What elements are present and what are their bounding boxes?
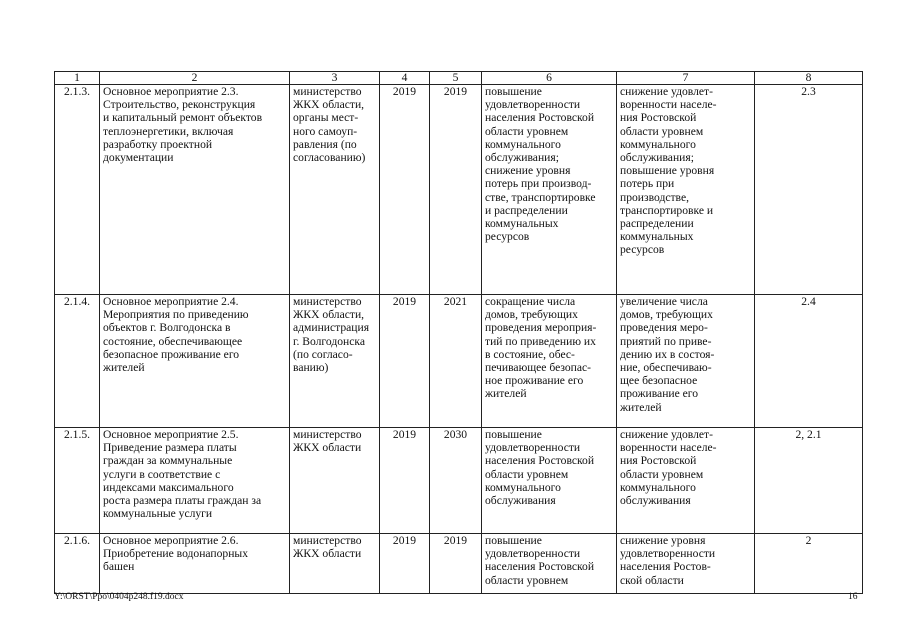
non-implementation-consequence [617, 295, 755, 428]
row-number: 2.1.3. [55, 85, 100, 295]
start-year: 2019 [380, 428, 430, 534]
end-year: 2019 [430, 534, 482, 594]
end-year: 2019 [430, 85, 482, 295]
header-col-1: 1 [55, 72, 100, 85]
executor-text: министерство ЖКХ области, органы мест- ного самоуп- равления (по согласованию) [293, 85, 366, 165]
expected-result-text: повышение удовлетворенности населения Ростовской области уровнем коммунального обслуживания [485, 428, 595, 508]
row-number: 2.1.4. [55, 295, 100, 428]
table-row [55, 85, 863, 295]
header-col-6: 6 [482, 72, 617, 85]
event-name [100, 534, 290, 594]
header-col-3: 3 [290, 72, 380, 85]
consequence-text: снижение удовлет- воренности населе- ния Ростовской области уровнем коммунального обслуживания [620, 428, 717, 508]
event-name [100, 295, 290, 428]
event-name-text: Основное мероприятие 2.6. Приобретение водонапорных башен [103, 534, 249, 574]
executor [290, 534, 380, 594]
executor-text: министерство ЖКХ области, администрация г. Волгодонска (по согласо- ванию) [293, 295, 370, 375]
header-col-7: 7 [617, 72, 755, 85]
non-implementation-consequence [617, 534, 755, 594]
header-col-4: 4 [380, 72, 430, 85]
consequence-text: снижение уровня удовлетворенности населения Ростов- ской области [620, 534, 716, 587]
non-implementation-consequence [617, 85, 755, 295]
event-name [100, 428, 290, 534]
expected-result [482, 85, 617, 295]
expected-result [482, 534, 617, 594]
executor [290, 428, 380, 534]
indicator-link: 2 [755, 534, 863, 594]
row-number: 2.1.6. [55, 534, 100, 594]
expected-result-text: повышение удовлетворенности населения Ростовской области уровнем [485, 534, 595, 587]
start-year: 2019 [380, 85, 430, 295]
consequence-text: увеличение числа домов, требующих проведения меро- приятий по приве- дению их в состоя- ние, обеспечиваю- щее безопасное проживание его жителей [620, 295, 715, 414]
event-name-text: Основное мероприятие 2.4. Мероприятия по приведению объектов г. Волгодонска в состояние, обеспечивающее безопасное проживание его жителей [103, 295, 249, 375]
consequence-text: снижение удовлет- воренности населе- ния Ростовской области уровнем коммунального обслуживания; повышение уровня потерь при производстве, транспортировке и распределении коммунальных ресурсов [620, 85, 717, 257]
expected-result [482, 428, 617, 534]
indicator-link: 2.4 [755, 295, 863, 428]
non-implementation-consequence [617, 428, 755, 534]
header-col-5: 5 [430, 72, 482, 85]
executor-text: министерство ЖКХ области [293, 428, 362, 455]
expected-result-text: повышение удовлетворенности населения Ростовской области уровнем коммунального обслуживания; снижение уровня потерь при производ- стве, транспортировке и распределении коммунальных ресурсов [485, 85, 596, 244]
footer-file-path: Y:\ORST\Ppo\0404p248.f19.docx [54, 592, 184, 602]
start-year: 2019 [380, 534, 430, 594]
executor [290, 295, 380, 428]
expected-result [482, 295, 617, 428]
expected-result-text: сокращение числа домов, требующих проведения мероприя- тий по приведению их в состояние, обес- печивающее безопас- ное проживание его жителей [485, 295, 597, 401]
event-name-text: Основное мероприятие 2.3. Строительство, реконструкция и капитальный ремонт объектов теплоэнергетики, включая разработку проектной документации [103, 85, 263, 165]
row-number: 2.1.5. [55, 428, 100, 534]
start-year: 2019 [380, 295, 430, 428]
table-row [55, 534, 863, 594]
indicator-link: 2.3 [755, 85, 863, 295]
table-header-row [55, 72, 863, 85]
event-name-text: Основное мероприятие 2.5. Приведение размера платы граждан за коммунальные услуги в соответствие с индексами максимального роста размера платы граждан за коммунальные услуги [103, 428, 262, 521]
page-number: 16 [848, 592, 858, 602]
indicator-link: 2, 2.1 [755, 428, 863, 534]
event-name [100, 85, 290, 295]
end-year: 2021 [430, 295, 482, 428]
end-year: 2030 [430, 428, 482, 534]
header-col-2: 2 [100, 72, 290, 85]
executor-text: министерство ЖКХ области [293, 534, 362, 561]
header-col-8: 8 [755, 72, 863, 85]
table-row [55, 295, 863, 428]
executor [290, 85, 380, 295]
table-row [55, 428, 863, 534]
events-table [54, 71, 863, 594]
